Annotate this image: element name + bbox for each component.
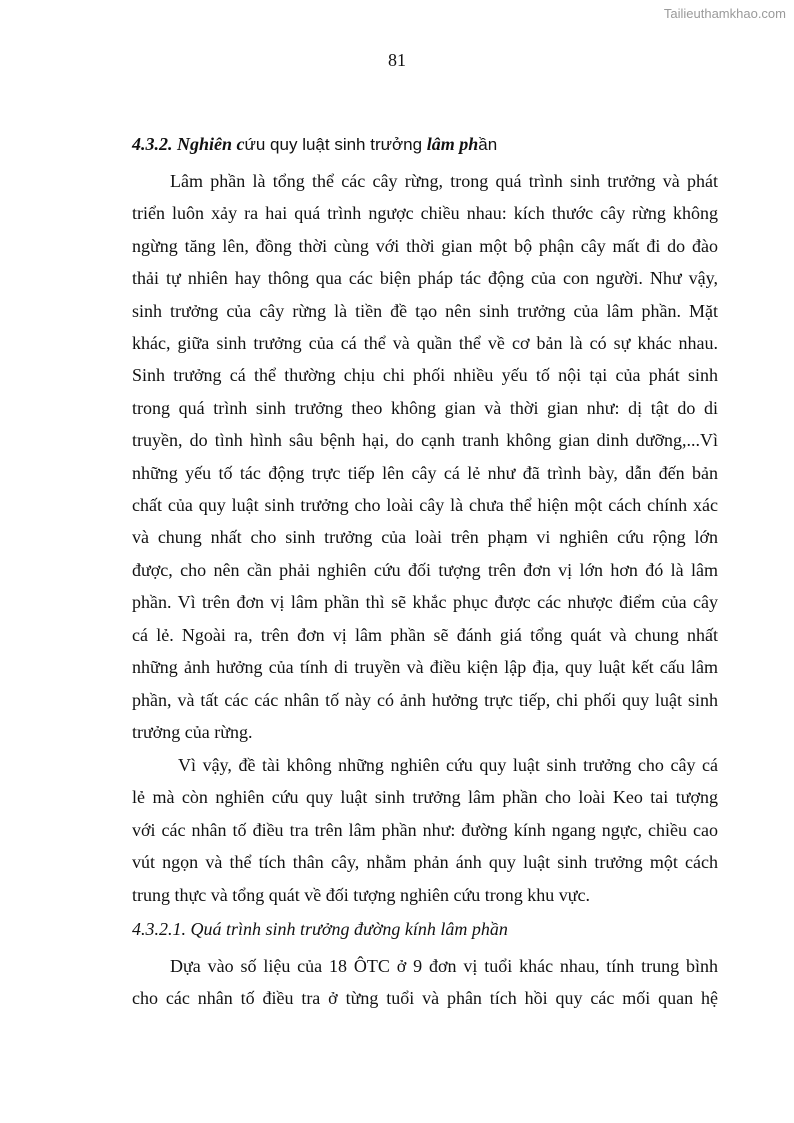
text-line: thải tự nhiên hay thông qua các biện pháp tác động của con người. Như vậy, [132,268,718,289]
text-line: Sinh trưởng cá thể thường chịu chi phối nhiều yếu tố nội tại của phát sinh [132,365,718,386]
text-line: khác, giữa sinh trưởng của cá thể và quần thể về cơ bản là có sự khác nhau. [132,333,718,354]
text-line: Dựa vào số liệu của 18 ÔTC ở 9 đơn vị tuổi khác nhau, tính trung bình [170,956,718,976]
text-line: cho các nhân tố điều tra ở từng tuổi và phân tích hồi quy các mối quan hệ [132,988,718,1009]
text-line: triển luôn xảy ra hai quá trình ngược chiều nhau: kích thước cây rừng không [132,203,718,224]
text-line: những ảnh hưởng của tính di truyền và điều kiện lập địa, quy luật kết cấu lâm [132,657,718,678]
paragraph-3 [132,950,718,1015]
text-line: cá lẻ. Ngoài ra, trên đơn vị lâm phần sẽ đánh giá tổng quát và chung nhất [132,624,718,645]
subsection-heading: 4.3.2.1. Quá trình sinh trưởng đường kính lâm phần [132,919,508,939]
text-line: chất của quy luật sinh trưởng cho loài cây là chưa thể hiện một cách chính xác [132,495,718,516]
text-line: được, cho nên cần phải nghiên cứu đối tượng trên đơn vị lớn hơn đó là lâm [132,559,718,580]
page-number: 81 [388,50,406,70]
text-line: Vì vậy, đề tài không những nghiên cứu quy luật sinh trưởng cho cây cá [178,755,718,775]
text-line: phần. Vì trên đơn vị lâm phần thì sẽ khắc phục được các nhược điểm của cây [132,592,718,613]
text-line: ngừng tăng lên, đồng thời cùng với thời gian một bộ phận cây mất đi do đào [132,235,718,256]
heading-part-2: ứu quy luật sinh trưởng [244,135,427,154]
paragraph-1 [132,165,718,748]
watermark: Tailieuthamkhao.com [663,6,786,21]
heading-part-1: 4.3.2. Nghiên c [132,134,245,154]
text-line: lẻ mà còn nghiên cứu quy luật sinh trưởng lâm phần cho loài Keo tai tượng [132,787,718,808]
text-line: những yếu tố tác động trực tiếp lên cây cá lẻ như đã trình bày, dẫn đến bản [132,462,718,483]
heading-part-3: lâm ph [426,134,479,154]
text-line: với các nhân tố điều tra trên lâm phần như: đường kính ngang ngực, chiều cao [132,819,718,840]
text-line: trong quá trình sinh trưởng theo không gian và thời gian như: dị tật do di [132,397,718,418]
text-line: truyền, do tình hình sâu bệnh hại, do cạnh tranh không gian dinh dưỡng,...Vì [132,430,718,451]
section-heading [132,132,497,157]
text-line: vút ngọn và thể tích thân cây, nhằm phản ánh quy luật sinh trưởng một cách [132,852,718,873]
text-line: trưởng của rừng. [132,721,253,742]
heading-part-4: ần [478,135,498,154]
text-line: sinh trưởng của cây rừng là tiền đề tạo nên sinh trưởng của lâm phần. Mặt [132,300,718,321]
paragraph-2 [132,749,718,911]
text-line: Lâm phần là tổng thể các cây rừng, trong quá trình sinh trưởng và phát [170,171,718,191]
text-line: và chung nhất cho sinh trưởng của loài trên phạm vi nghiên cứu rộng lớn [132,527,718,548]
text-line: trung thực và tổng quát về đối tượng nghiên cứu trong khu vực. [132,884,590,905]
text-line: phần, và tất các các nhân tố này có ảnh hưởng trực tiếp, chi phối quy luật sinh [132,689,718,710]
